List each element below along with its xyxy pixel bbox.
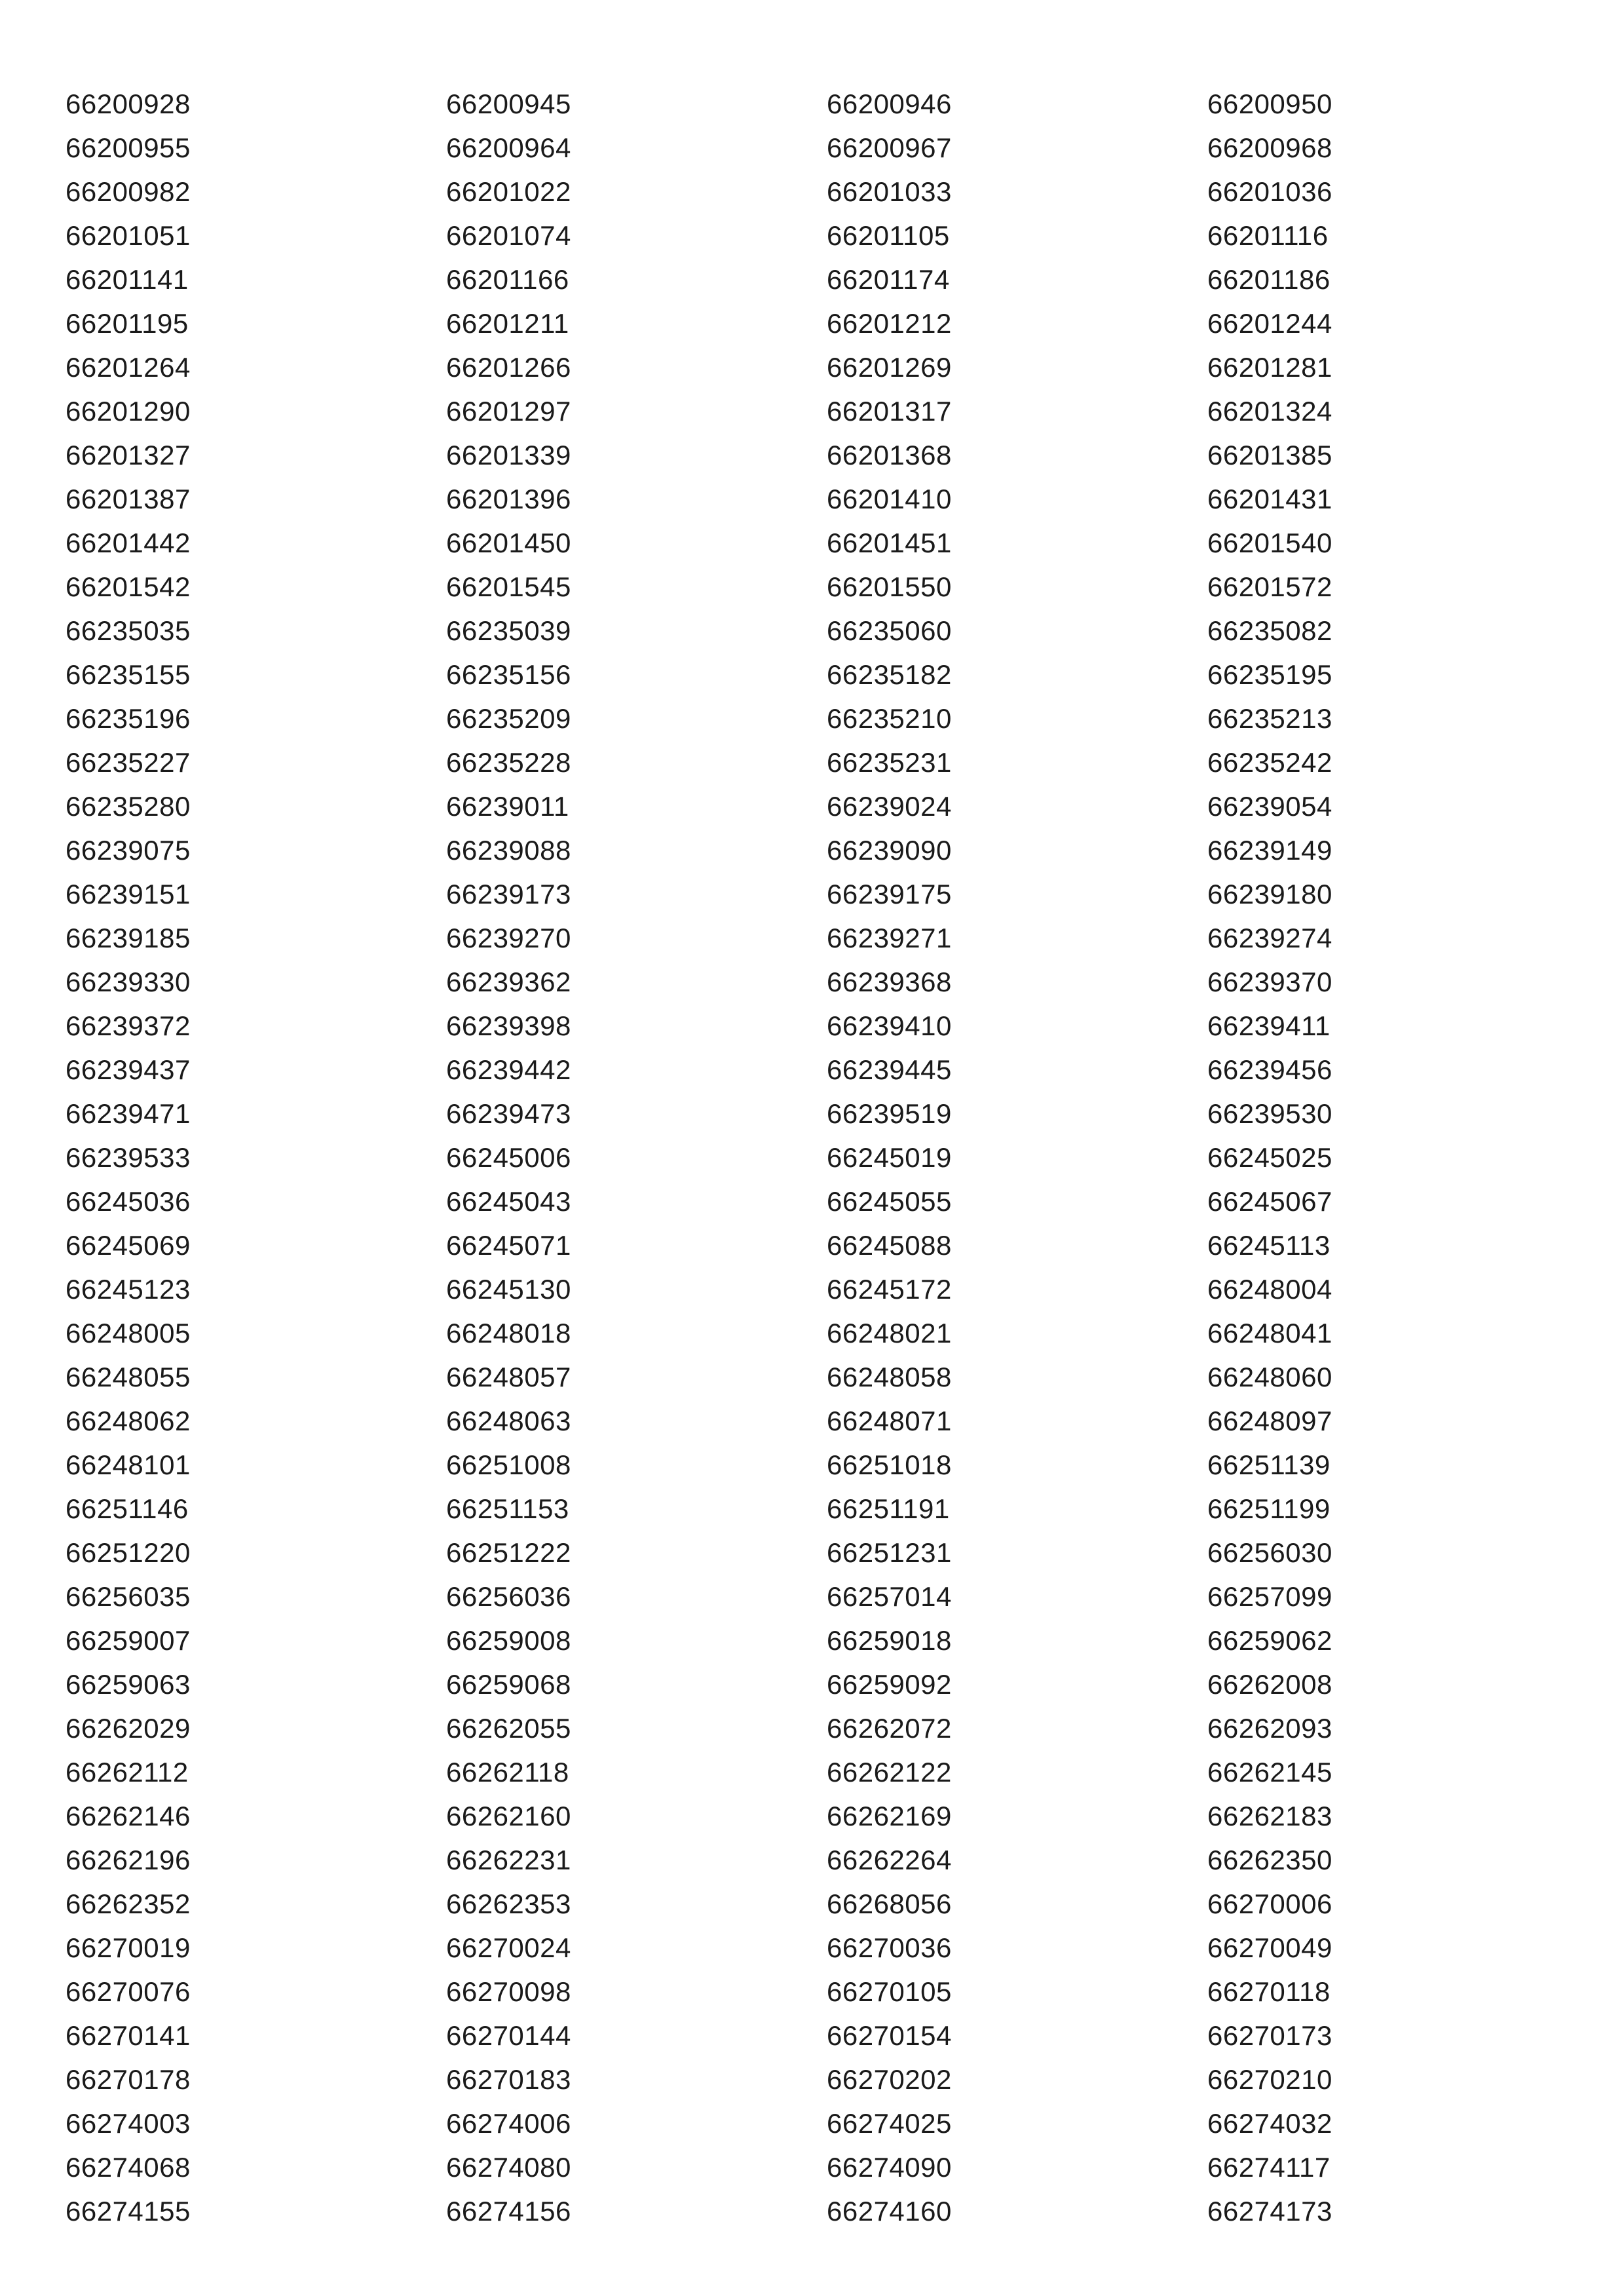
number-cell: 66262352 (66, 1888, 191, 1919)
number-cell: 66262264 (827, 1845, 952, 1875)
number-cell: 66239175 (827, 879, 952, 909)
number-cell: 66201281 (1207, 352, 1332, 383)
number-cell: 66245006 (446, 1142, 571, 1173)
number-cell: 66200946 (827, 88, 952, 119)
number-cell: 66239519 (827, 1098, 952, 1129)
number-cell: 66201022 (446, 176, 571, 207)
number-cell: 66248005 (66, 1318, 191, 1349)
number-cell: 66200982 (66, 176, 191, 207)
number-cell: 66259092 (827, 1669, 952, 1700)
number-cell: 66245043 (446, 1186, 571, 1217)
number-cell: 66239151 (66, 879, 191, 909)
number-cell: 66201033 (827, 176, 952, 207)
number-cell: 66239456 (1207, 1054, 1332, 1085)
number-cell: 66270049 (1207, 1932, 1332, 1963)
number-cell: 66239024 (827, 791, 952, 822)
number-cell: 66239362 (446, 966, 571, 997)
number-cell: 66245025 (1207, 1142, 1332, 1173)
number-cell: 66239173 (446, 879, 571, 909)
number-cell: 66274080 (446, 2152, 571, 2183)
number-cell: 66200928 (66, 88, 191, 119)
number-cell: 66245069 (66, 1230, 191, 1261)
number-cell: 66270154 (827, 2020, 952, 2051)
number-cell: 66235035 (66, 615, 191, 646)
number-cell: 66274090 (827, 2152, 952, 2183)
number-cell: 66200964 (446, 132, 571, 163)
number-cell: 66251146 (66, 1493, 189, 1524)
number-cell: 66201174 (827, 264, 950, 295)
number-cell: 66201442 (66, 527, 191, 558)
number-cell: 66201540 (1207, 527, 1332, 558)
number-cell: 66262145 (1207, 1757, 1332, 1788)
number-cell: 66235156 (446, 659, 571, 690)
number-cell: 66259008 (446, 1625, 571, 1656)
number-cell: 66201141 (66, 264, 189, 295)
number-cell: 66251008 (446, 1449, 571, 1480)
number-cell: 66239372 (66, 1010, 191, 1041)
number-cell: 66256036 (446, 1581, 571, 1612)
number-cell: 66201542 (66, 571, 191, 602)
number-cell: 66262072 (827, 1713, 952, 1744)
number-cell: 66248058 (827, 1362, 952, 1392)
number-cell: 66245071 (446, 1230, 571, 1261)
number-cell: 66200945 (446, 88, 571, 119)
number-cell: 66274156 (446, 2196, 571, 2227)
number-cell: 66245113 (1207, 1230, 1331, 1261)
number-cell: 66262231 (446, 1845, 571, 1875)
number-cell: 66248055 (66, 1362, 191, 1392)
number-cell: 66245123 (66, 1274, 191, 1305)
number-cell: 66201572 (1207, 571, 1332, 602)
number-cell: 66270105 (827, 1976, 952, 2007)
number-cell: 66201290 (66, 396, 191, 427)
number-cell: 66248041 (1207, 1318, 1332, 1349)
number-cell: 66239471 (66, 1098, 191, 1129)
number-cell: 66274003 (66, 2108, 191, 2139)
number-cell: 66245055 (827, 1186, 952, 1217)
number-cell: 66245172 (827, 1274, 952, 1305)
number-cell: 66245019 (827, 1142, 952, 1173)
number-cell: 66262183 (1207, 1801, 1332, 1831)
number-cell: 66235242 (1207, 747, 1332, 778)
number-cell: 66201451 (827, 527, 952, 558)
number-cell: 66259063 (66, 1669, 191, 1700)
number-cell: 66201385 (1207, 440, 1332, 470)
number-cell: 66248057 (446, 1362, 571, 1392)
number-cell: 66270178 (66, 2064, 191, 2095)
number-cell: 66270036 (827, 1932, 952, 1963)
number-cell: 66262350 (1207, 1845, 1332, 1875)
number-cell: 66270098 (446, 1976, 571, 2007)
number-cell: 66201264 (66, 352, 191, 383)
number-cell: 66201339 (446, 440, 571, 470)
number-cell: 66251191 (827, 1493, 950, 1524)
number-cell: 66248071 (827, 1406, 952, 1436)
number-cell: 66239398 (446, 1010, 571, 1041)
number-cell: 66201266 (446, 352, 571, 383)
number-cell: 66248097 (1207, 1406, 1332, 1436)
number-cell: 66239368 (827, 966, 952, 997)
number-cell: 66248062 (66, 1406, 191, 1436)
number-cell: 66270141 (66, 2020, 191, 2051)
number-cell: 66268056 (827, 1888, 952, 1919)
number-cell: 66262122 (827, 1757, 952, 1788)
number-cell: 66235195 (1207, 659, 1332, 690)
number-cell: 66274155 (66, 2196, 191, 2227)
number-cell: 66239370 (1207, 966, 1332, 997)
number-cell: 66201166 (446, 264, 569, 295)
number-cell: 66235280 (66, 791, 191, 822)
number-cell: 66201036 (1207, 176, 1332, 207)
number-cell: 66270006 (1207, 1888, 1332, 1919)
number-cell: 66248063 (446, 1406, 571, 1436)
number-cell: 66201317 (827, 396, 952, 427)
number-cell: 66245067 (1207, 1186, 1332, 1217)
number-cell: 66201186 (1207, 264, 1331, 295)
number-cell: 66200955 (66, 132, 191, 163)
number-cell: 66274032 (1207, 2108, 1332, 2139)
number-cell: 66251199 (1207, 1493, 1331, 1524)
number-cell: 66259007 (66, 1625, 191, 1656)
number-cell: 66248060 (1207, 1362, 1332, 1392)
number-cell: 66201074 (446, 220, 571, 251)
number-cell: 66239330 (66, 966, 191, 997)
number-cell: 66270173 (1207, 2020, 1332, 2051)
number-cell: 66262160 (446, 1801, 571, 1831)
number-cell: 66270202 (827, 2064, 952, 2095)
number-cell: 66262093 (1207, 1713, 1332, 1744)
number-cell: 66201368 (827, 440, 952, 470)
number-cell: 66201212 (827, 308, 952, 339)
number-cell: 66201211 (446, 308, 569, 339)
number-cell: 66201550 (827, 571, 952, 602)
number-cell: 66235196 (66, 703, 191, 734)
number-cell: 66235213 (1207, 703, 1332, 734)
number-cell: 66270019 (66, 1932, 191, 1963)
number-cell: 66201387 (66, 484, 191, 514)
number-cell: 66248021 (827, 1318, 952, 1349)
number-cell: 66274006 (446, 2108, 571, 2139)
number-cell: 66262196 (66, 1845, 191, 1875)
number-cell: 66251153 (446, 1493, 569, 1524)
number-cell: 66200968 (1207, 132, 1332, 163)
number-cell: 66235228 (446, 747, 571, 778)
number-cell: 66274160 (827, 2196, 952, 2227)
number-cell: 66251018 (827, 1449, 952, 1480)
number-cell: 66201105 (827, 220, 950, 251)
number-cell: 66239530 (1207, 1098, 1332, 1129)
number-cell: 66257099 (1207, 1581, 1332, 1612)
number-cell: 66251220 (66, 1537, 191, 1568)
number-cell: 66256035 (66, 1581, 191, 1612)
number-cell: 66270210 (1207, 2064, 1332, 2095)
number-cell: 66248101 (66, 1449, 191, 1480)
number-cell: 66239271 (827, 923, 952, 953)
number-cell: 66239149 (1207, 835, 1332, 866)
number-cell: 66274068 (66, 2152, 191, 2183)
number-cell: 66235182 (827, 659, 952, 690)
number-cell: 66235209 (446, 703, 571, 734)
number-cell: 66274173 (1207, 2196, 1332, 2227)
number-cell: 66262008 (1207, 1669, 1332, 1700)
number-cell: 66239088 (446, 835, 571, 866)
number-cell: 66239411 (1207, 1010, 1331, 1041)
number-cell: 66262112 (66, 1757, 189, 1788)
number-cell: 66262353 (446, 1888, 571, 1919)
number-cell: 66245036 (66, 1186, 191, 1217)
number-cell: 66200950 (1207, 88, 1332, 119)
number-cell: 66235210 (827, 703, 952, 734)
number-cell: 66262146 (66, 1801, 191, 1831)
number-cell: 66262055 (446, 1713, 571, 1744)
number-cell: 66239445 (827, 1054, 952, 1085)
number-cell: 66235082 (1207, 615, 1332, 646)
number-cell: 66201244 (1207, 308, 1332, 339)
number-cell: 66201195 (66, 308, 189, 339)
number-cell: 66239054 (1207, 791, 1332, 822)
number-cell: 66201431 (1207, 484, 1332, 514)
number-cell: 66262118 (446, 1757, 569, 1788)
number-cell: 66201269 (827, 352, 952, 383)
number-cell: 66270144 (446, 2020, 571, 2051)
number-cell: 66201116 (1207, 220, 1329, 251)
number-cell: 66256030 (1207, 1537, 1332, 1568)
number-cell: 66251231 (827, 1537, 952, 1568)
number-cell: 66239442 (446, 1054, 571, 1085)
number-cell: 66239270 (446, 923, 571, 953)
number-cell: 66248004 (1207, 1274, 1332, 1305)
number-cell: 66201545 (446, 571, 571, 602)
number-cell: 66239274 (1207, 923, 1332, 953)
number-cell: 66270183 (446, 2064, 571, 2095)
number-cell: 66201297 (446, 396, 571, 427)
number-cell: 66262029 (66, 1713, 191, 1744)
number-cell: 66274025 (827, 2108, 952, 2139)
number-cell: 66270076 (66, 1976, 191, 2007)
number-cell: 66200967 (827, 132, 952, 163)
number-cell: 66201450 (446, 527, 571, 558)
number-cell: 66201327 (66, 440, 191, 470)
number-cell: 66251139 (1207, 1449, 1331, 1480)
number-cell: 66274117 (1207, 2152, 1331, 2183)
number-cell: 66259062 (1207, 1625, 1332, 1656)
number-cell: 66259018 (827, 1625, 952, 1656)
number-cell: 66270118 (1207, 1976, 1331, 2007)
number-cell: 66239533 (66, 1142, 191, 1173)
number-cell: 66239090 (827, 835, 952, 866)
number-cell: 66245130 (446, 1274, 571, 1305)
number-cell: 66239473 (446, 1098, 571, 1129)
number-cell: 66259068 (446, 1669, 571, 1700)
number-cell: 66235227 (66, 747, 191, 778)
number-cell: 66262169 (827, 1801, 952, 1831)
number-cell: 66235039 (446, 615, 571, 646)
number-cell: 66239410 (827, 1010, 952, 1041)
number-cell: 66248018 (446, 1318, 571, 1349)
number-cell: 66239180 (1207, 879, 1332, 909)
number-cell: 66251222 (446, 1537, 571, 1568)
number-cell: 66201396 (446, 484, 571, 514)
number-cell: 66235231 (827, 747, 952, 778)
number-cell: 66201410 (827, 484, 952, 514)
number-cell: 66239011 (446, 791, 569, 822)
number-cell: 66201324 (1207, 396, 1332, 427)
number-cell: 66235155 (66, 659, 191, 690)
number-cell: 66235060 (827, 615, 952, 646)
number-cell: 66257014 (827, 1581, 952, 1612)
number-cell: 66201051 (66, 220, 191, 251)
number-cell: 66270024 (446, 1932, 571, 1963)
number-cell: 66239437 (66, 1054, 191, 1085)
number-cell: 66239185 (66, 923, 191, 953)
number-cell: 66239075 (66, 835, 191, 866)
number-cell: 66245088 (827, 1230, 952, 1261)
